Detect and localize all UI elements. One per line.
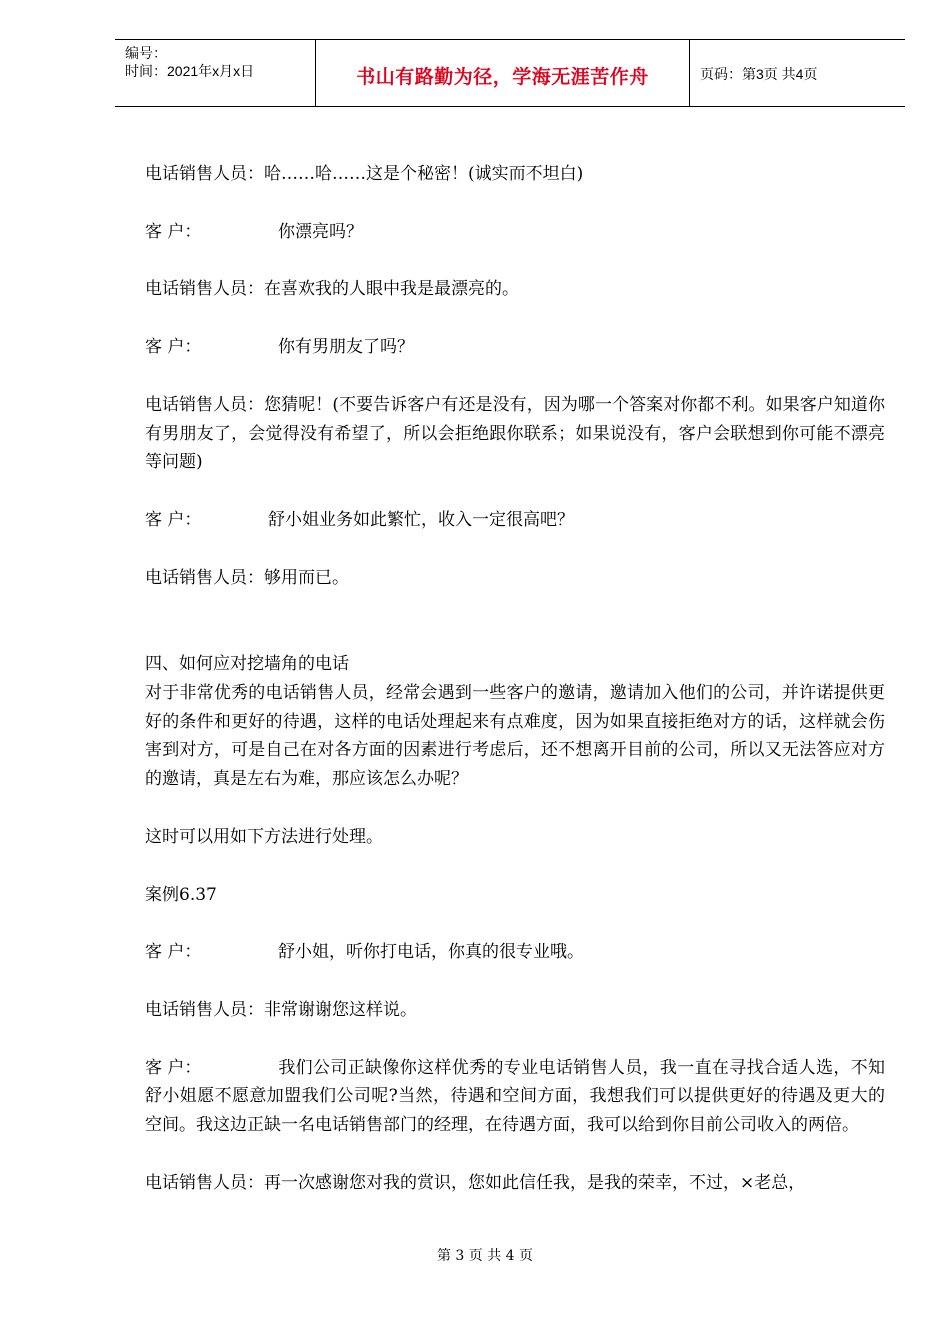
header-page-number: 页码：第3页 共4页 [700,66,818,82]
section-intro-paragraph: 对于非常优秀的电话销售人员，经常会遇到一些客户的邀请，邀请加入他们的公司，并许诺提供更好的条件和更好的待遇，这样的电话处理起来有点难度，因为如果直接拒绝对方的话，这样就会伤害到对方，可是自己在对各方面的因素进行考虑后，还不想离开目前的公司，所以又无法答应对方的邀请，真是左右为难，那应该怎么办呢？ [145,683,885,790]
dialogue-text: 再一次感谢您对我的赏识，您如此信任我，是我的荣幸，不过，×老总， [264,1172,806,1193]
header-motto: 书山有路勤为径，学海无涯苦作舟 [356,65,649,88]
method-paragraph: 这时可以用如下方法进行处理。 [145,826,383,847]
document-header [115,39,905,107]
speaker-label: 电话销售人员： [145,567,264,588]
speaker-label: 客 户： [145,1057,202,1078]
dialogue-text: 舒小姐，听你打电话，你真的很专业哦。 [278,942,584,963]
header-page-cell [690,40,905,106]
speaker-label: 电话销售人员： [145,279,264,300]
header-motto-cell [316,40,690,106]
dialogue-line [145,506,885,535]
document-body [145,160,885,1226]
dialogue-text: 哈……哈……这是个秘密！(诚实而不坦白) [264,164,584,184]
dialogue-text: 在喜欢我的人眼中我是最漂亮的。 [264,279,519,300]
page-footer: 第 3 页 共 4 页 [436,1248,534,1264]
dialogue-text: 我们公司正缺像你这样优秀的专业电话销售人员，我一直在寻找合适人选，不知舒小姐愿不愿意加盟我们公司呢?当然，待遇和空间方面，我想我们可以提供更好的待遇及更大的空间。我这边正缺一名电话销售部门的经理，在待遇方面，我可以给到你目前公司收入的两倍。 [145,1057,885,1136]
dialogue-line [145,996,885,1025]
speaker-label: 客 户： [145,221,202,242]
dialogue-text: 你漂亮吗？ [278,221,363,242]
dialogue-text: 够用而已。 [264,567,349,588]
dialogue-line [145,1054,885,1140]
speaker-label: 客 户： [145,509,202,530]
header-info-cell [115,40,316,106]
dialogue-line [145,391,885,477]
speaker-label: 客 户： [145,337,202,358]
dialogue-line [145,938,885,967]
document-number-label: 编号： [125,45,167,61]
speaker-label: 电话销售人员： [145,394,264,415]
dialogue-text: 舒小姐业务如此繁忙，收入一定很高吧？ [268,509,574,530]
speaker-label: 电话销售人员： [145,1172,264,1193]
dialogue-text: 您猜呢！(不要告诉客户有还是没有，因为哪一个答案对你都不利。如果客户知道你有男朋友了，会觉得没有希望了，所以会拒绝跟你联系；如果说没有，客户会联想到你可能不漂亮等问题) [145,394,885,473]
section-heading: 四、如何应对挖墙角的电话 [145,654,349,675]
dialogue-text: 非常谢谢您这样说。 [264,999,417,1020]
document-time-label: 时间：2021年x月x日 [125,63,255,79]
dialogue-line [145,218,885,247]
speaker-label: 客 户： [145,942,202,963]
speaker-label: 电话销售人员： [145,999,264,1020]
dialogue-line [145,333,885,362]
speaker-label: 电话销售人员： [145,164,264,184]
case-label: 案例6.37 [145,884,217,905]
dialogue-line [145,275,885,304]
dialogue-line [145,1169,885,1198]
dialogue-line [145,160,885,189]
dialogue-text: 你有男朋友了吗？ [278,337,414,358]
dialogue-line [145,564,885,593]
